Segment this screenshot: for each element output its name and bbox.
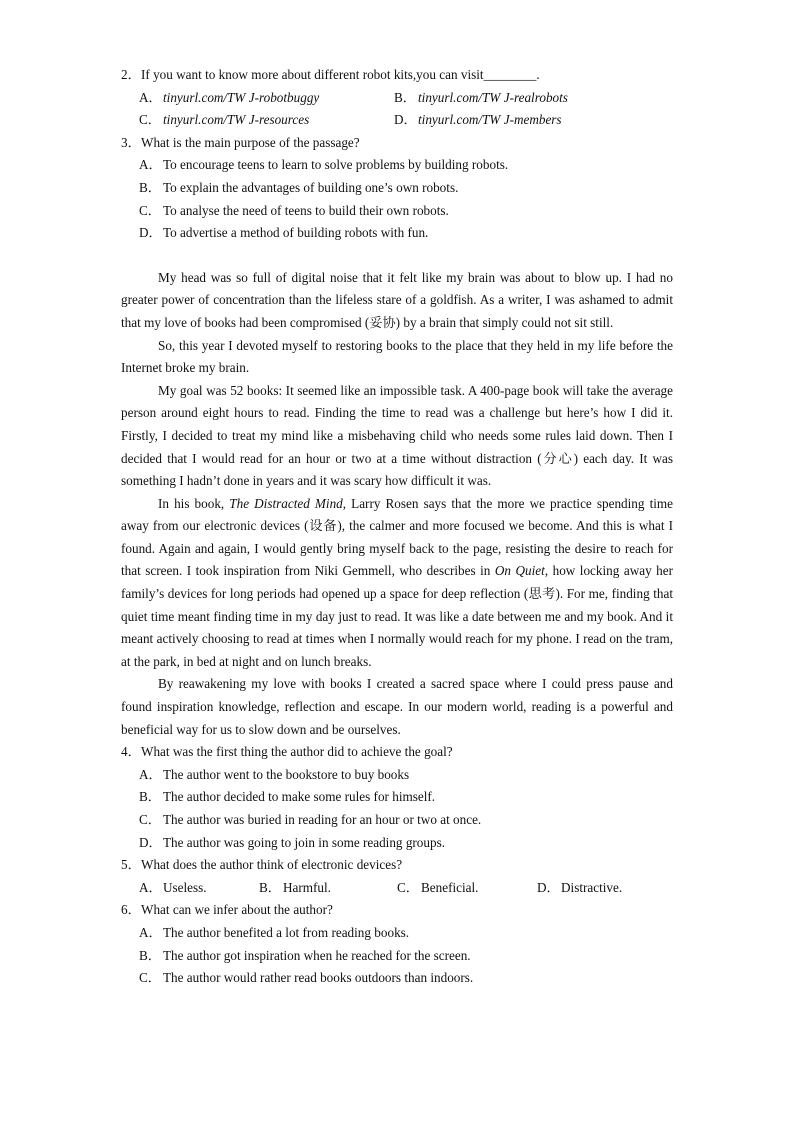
question-2 [121, 64, 673, 132]
option-d[interactable]: D．tinyurl.com/TW J-members [394, 112, 562, 128]
page-content [121, 64, 673, 990]
option-c[interactable]: C． The author would rather read books outdoors than indoors. [139, 970, 474, 986]
passage-paragraph-5: By reawakening my love with books I created a sacred space where I could press pause and found inspiration knowledge, reflection and escape. In our modern world, reading is a powerful and beneficial way for us to slow down and be ourselves. [121, 676, 673, 737]
reading-passage [121, 267, 673, 741]
option-a[interactable]: A．The author benefited a lot from reading books. [139, 924, 410, 940]
option-b[interactable]: B． To explain the advantages of building one’s own robots. [139, 179, 459, 195]
question-stem: 6．What can we infer about the author? [121, 902, 333, 918]
option-a[interactable]: A．tinyurl.com/TW J-robotbuggy [139, 89, 320, 105]
option-b[interactable]: B． Harmful. [259, 879, 331, 895]
option-b[interactable]: B． The author got inspiration when he reached for the screen. [139, 947, 471, 963]
question-stem: 2．If you want to know more about different robot kits,you can visit________. [121, 67, 540, 82]
passage-paragraph-1: My head was so full of digital noise that it felt like my brain was about to blow up. I had no greater power of concentration than the lifeless stare of a goldfish. As a writer, I was ashamed to admit that my love of books had been compromised (妥协) by a brain that simply could not sit still. [121, 269, 673, 330]
option-b[interactable]: B． The author decided to make some rules for himself. [139, 789, 436, 805]
option-a[interactable]: A．The author went to the bookstore to buy books [139, 766, 410, 782]
option-c[interactable]: C． Beneficial. [397, 879, 479, 895]
option-b[interactable]: B． tinyurl.com/TW J-realrobots [394, 89, 568, 105]
question-stem: 4．What was the first thing the author did to achieve the goal? [121, 744, 453, 760]
option-c[interactable]: C． The author was buried in reading for an hour or two at once. [139, 812, 482, 827]
passage-paragraph-2: So, this year I devoted myself to restoring books to the place that they held in my life before the Internet broke my brain. [121, 337, 673, 376]
question-stem: 5．What does the author think of electronic devices? [121, 857, 403, 873]
option-a[interactable]: A．To encourage teens to learn to solve problems by building robots. [139, 157, 509, 173]
question-6 [121, 899, 673, 989]
option-d[interactable]: D．Distractive. [537, 879, 623, 895]
option-d[interactable]: D．The author was going to join in some reading groups. [139, 834, 446, 850]
passage-paragraph-4: In his book, The Distracted Mind, Larry Rosen says that the more we practice spending time away from our electronic devices (设备), the calmer and more focused we become. And this is what I found. Again and again, I would gently bring myself back to the page, resisting the desire to reach for that screen. I took inspiration from Niki Gemmell, who describes in On Quiet, how locking away her family’s devices for long periods had opened up a space for deep reflection (思考). For me, finding that quiet time meant finding time in my day just to read. It was like a date between me and my book. And it meant actively choosing to read at times when I normally would reach for my phone. I read on the tram, at the park, in bed at night and on lunch breaks. [121, 495, 674, 669]
options-grid [121, 87, 673, 132]
question-4 [121, 741, 673, 854]
option-c[interactable]: C． To analyse the need of teens to build their own robots. [139, 202, 449, 218]
question-5 [121, 854, 673, 899]
option-c[interactable]: C． tinyurl.com/TW J-resources [139, 112, 310, 128]
passage-paragraph-3: My goal was 52 books: It seemed like an impossible task. A 400-page book will take the average person around eight hours to read. Finding the time to read was a challenge but here’s how I did it. Firstly, I decided to treat my mind like a misbehaving child who needs some rules laid down. Then I decided that I would read for an hour or two at a time without distraction (分心) each day. It was something I hadn’t done in years and it was scary how difficult it was. [121, 382, 673, 489]
book-title: The Distracted Mind [229, 495, 343, 511]
options-row [121, 877, 673, 900]
option-d[interactable]: D．To advertise a method of building robots with fun. [139, 225, 429, 241]
question-3 [121, 132, 673, 245]
option-a[interactable]: A．Useless. [139, 879, 207, 895]
question-stem: 3．What is the main purpose of the passage? [121, 134, 360, 150]
book-title: On Quiet [494, 563, 545, 579]
